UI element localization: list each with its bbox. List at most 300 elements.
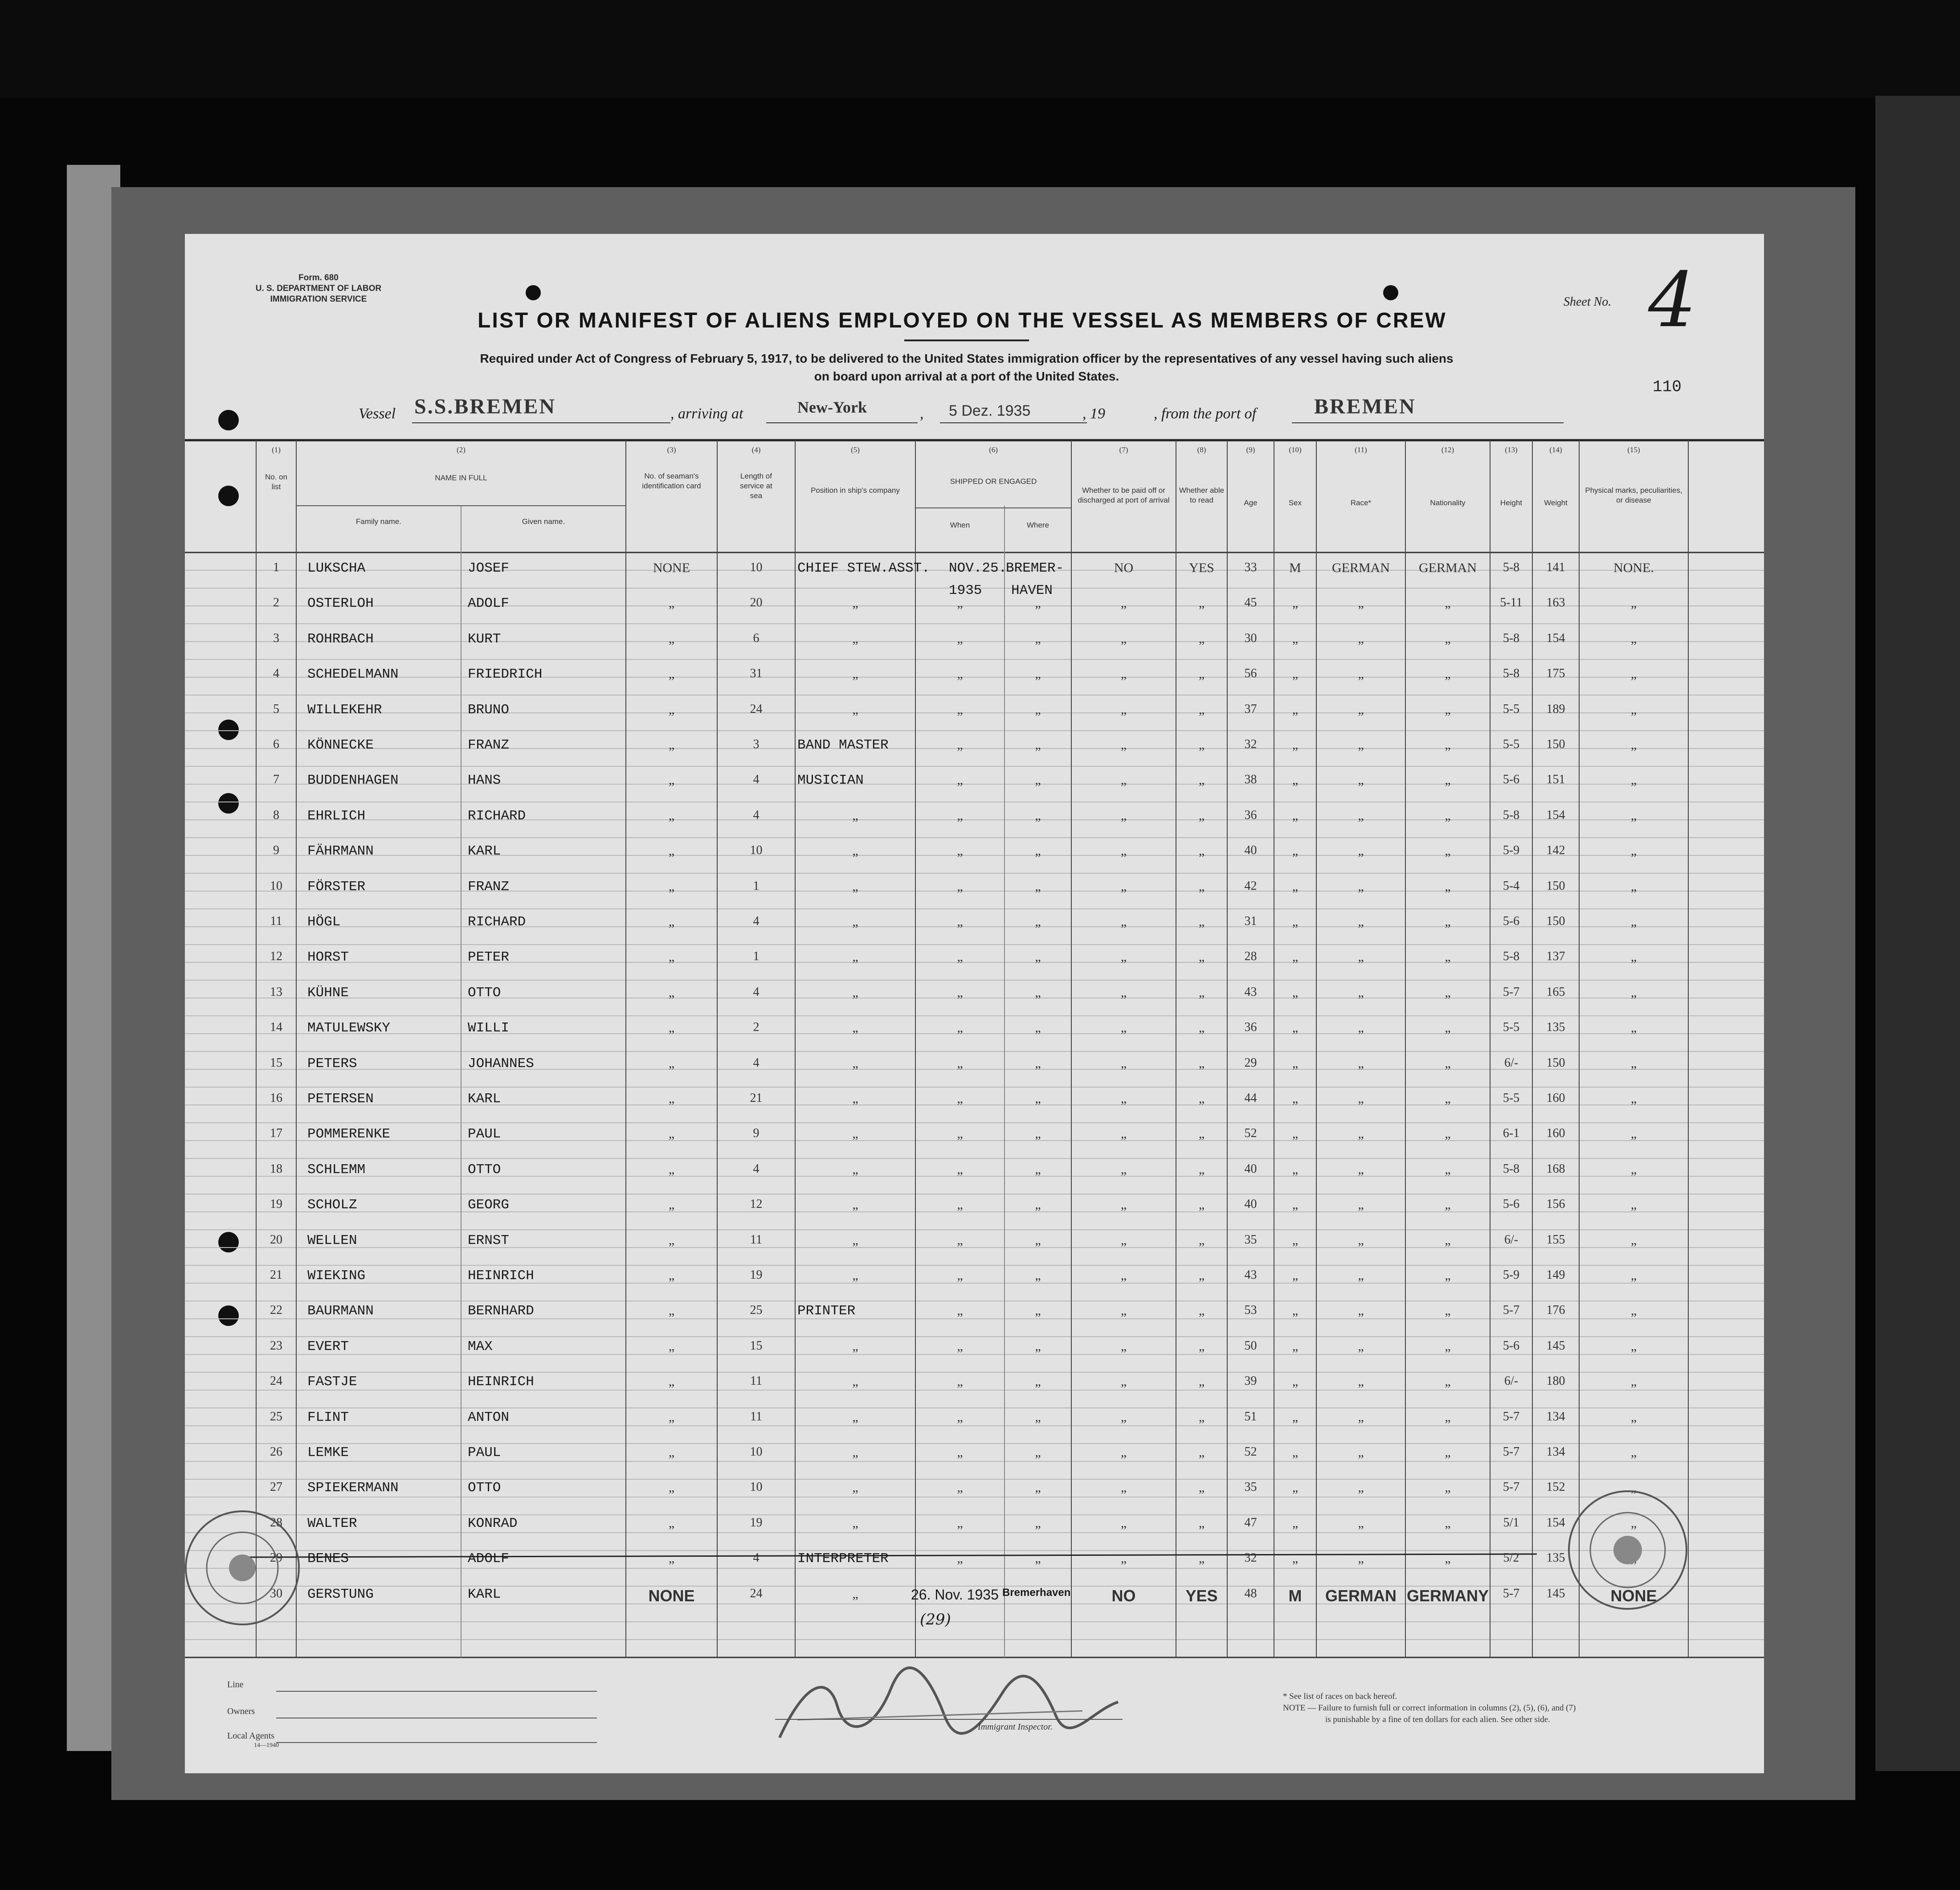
cell-position: „	[852, 1445, 858, 1460]
col-10-number: (10)	[1289, 446, 1302, 454]
cell-position: „	[852, 1374, 858, 1389]
cell-where: „	[1035, 1268, 1041, 1283]
cell-nationality: „	[1445, 667, 1451, 682]
cell-weight: 155	[1546, 1232, 1565, 1247]
page-number: 110	[1653, 378, 1682, 396]
cell-sex: „	[1292, 808, 1298, 823]
cell-no: 20	[270, 1232, 282, 1247]
cell-sex: M	[1288, 1586, 1302, 1605]
cell-where: „	[1035, 1338, 1041, 1354]
cell-nationality: „	[1445, 1445, 1451, 1460]
cell-when: „	[957, 1445, 963, 1460]
cell-race: „	[1358, 1162, 1364, 1177]
cell-family: OSTERLOH	[307, 596, 374, 612]
cell-family: HORST	[307, 949, 349, 965]
cell-read: „	[1198, 1055, 1205, 1071]
footnote	[1283, 1691, 1576, 1726]
cell-where: „	[1035, 737, 1041, 752]
cell-height: 6/-	[1504, 1055, 1519, 1070]
cell-family: WIEKING	[307, 1268, 366, 1284]
cell-sex: „	[1292, 1091, 1298, 1106]
cell-no: 6	[273, 737, 279, 751]
cell-card: „	[668, 1409, 675, 1424]
cell-family: BENES	[307, 1551, 349, 1567]
inspector-signature	[771, 1662, 1127, 1755]
cell-given: ERNST	[468, 1232, 510, 1248]
cell-height: 5-7	[1503, 1445, 1520, 1459]
cell-sex: „	[1292, 1515, 1298, 1530]
cell-marks: „	[1630, 1232, 1637, 1248]
cell-where: „	[1035, 949, 1041, 965]
cell-age: 52	[1244, 1126, 1257, 1141]
col-3-label: No. of seaman's identification card	[642, 472, 701, 490]
cell-card: „	[668, 667, 675, 682]
cell-where: „	[1035, 1162, 1041, 1177]
cell-nationality: „	[1445, 596, 1451, 611]
cell-sex: „	[1292, 1303, 1298, 1318]
cell-card: „	[668, 1551, 675, 1566]
cell-given: ADOLF	[468, 596, 510, 612]
cell-family: EHRLICH	[307, 808, 366, 824]
cell-when: „	[957, 773, 963, 788]
cell-where: „	[1035, 1197, 1041, 1212]
cell-card: „	[668, 808, 675, 823]
cell-read: „	[1198, 702, 1205, 717]
cell-race: „	[1358, 631, 1364, 646]
cell-race: „	[1358, 1232, 1364, 1248]
cell-given: PAUL	[468, 1126, 501, 1142]
cell-race: „	[1358, 1480, 1364, 1495]
cell-paid: „	[1120, 737, 1127, 752]
cell-sex: „	[1292, 1197, 1298, 1212]
cell-where: „	[1035, 1551, 1041, 1566]
cell-service: 21	[750, 1091, 763, 1105]
col-9-number: (9)	[1246, 446, 1255, 454]
cell-service: 3	[753, 737, 760, 751]
cell-when: „	[957, 1126, 963, 1141]
cell-race: „	[1358, 949, 1364, 965]
cell-height: 5-6	[1503, 1197, 1520, 1211]
col-13-number: (13)	[1505, 446, 1518, 454]
cell-sex: „	[1292, 1268, 1298, 1283]
cell-height: 5/1	[1503, 1515, 1519, 1530]
shipped-where-header: Where	[1026, 521, 1049, 529]
cell-sex: „	[1292, 843, 1298, 859]
cell-card: „	[668, 1126, 675, 1141]
cell-no: 15	[270, 1055, 282, 1070]
cell-sex: „	[1292, 985, 1298, 1000]
cell-height: 5-8	[1503, 560, 1520, 574]
cell-service: 24	[750, 1586, 763, 1600]
cell-position: CHIEF STEW.ASST.	[797, 560, 930, 576]
cell-where: „	[1035, 1374, 1041, 1389]
cell-paid: „	[1120, 1268, 1127, 1283]
cell-position: „	[852, 1480, 858, 1495]
cell-weight: 135	[1546, 1020, 1565, 1035]
cell-sex: „	[1292, 1055, 1298, 1071]
cell-read: „	[1198, 808, 1205, 823]
arriving-label: , arriving at	[670, 405, 743, 422]
cell-family: GERSTUNG	[307, 1586, 374, 1602]
cell-nationality: „	[1445, 1162, 1451, 1177]
cell-nationality: „	[1445, 1303, 1451, 1318]
cell-nationality: „	[1445, 702, 1451, 717]
cell-marks: NONE.	[1613, 560, 1654, 575]
cell-age: 43	[1244, 1268, 1257, 1282]
cell-given: HEINRICH	[468, 1374, 534, 1390]
cell-nationality: „	[1445, 631, 1451, 646]
cell-race: „	[1358, 985, 1364, 1000]
cell-race: „	[1358, 1020, 1364, 1035]
cell-when: „	[957, 1268, 963, 1283]
cell-where: BREMER-	[1006, 560, 1064, 576]
cell-weight: 154	[1546, 631, 1565, 645]
cell-family: SPIEKERMANN	[307, 1480, 399, 1496]
cell-when: „	[957, 808, 963, 823]
cell-no: 19	[270, 1197, 282, 1211]
cell-when: NOV.25.	[949, 560, 1007, 576]
cell-age: 35	[1244, 1232, 1257, 1247]
cell-where: „	[1035, 596, 1041, 611]
cell-nationality: „	[1445, 1055, 1451, 1071]
cell-family: KÖNNECKE	[307, 737, 374, 753]
cell-paid: „	[1120, 1480, 1127, 1495]
cell-weight: 149	[1546, 1268, 1565, 1282]
cell-age: 32	[1244, 737, 1257, 751]
cell-marks: „	[1630, 843, 1637, 859]
cell-no: 28	[270, 1515, 282, 1530]
footer-agents-field	[276, 1742, 597, 1743]
cell-service: 11	[750, 1374, 762, 1388]
cell-read: „	[1198, 596, 1205, 611]
cell-read: „	[1198, 1445, 1205, 1460]
col-11-number: (11)	[1355, 446, 1367, 454]
from-port-label: , from the port of	[1154, 405, 1257, 422]
cell-position: „	[852, 1409, 858, 1424]
cell-when: „	[957, 1374, 963, 1389]
cell-when: „	[957, 1303, 963, 1318]
cell-position: „	[852, 1268, 858, 1283]
cell-weight: 135	[1546, 1551, 1565, 1565]
cell-where: Bremerhaven	[1002, 1586, 1071, 1599]
cell-card: „	[668, 1055, 675, 1071]
cell-race: „	[1358, 1445, 1364, 1460]
cell-race: „	[1358, 702, 1364, 717]
cell-given: FRIEDRICH	[468, 667, 543, 683]
cell-no: 4	[273, 667, 279, 681]
cell-service: 11	[750, 1409, 762, 1424]
col-12-label: Nationality	[1430, 499, 1466, 507]
department-name: U. S. DEPARTMENT OF LABOR	[255, 284, 382, 293]
cell-nationality: „	[1445, 1091, 1451, 1106]
cell-where: „	[1035, 843, 1041, 859]
cell-marks: „	[1630, 1162, 1637, 1177]
cell-card: „	[668, 949, 675, 965]
cell-nationality: „	[1445, 1480, 1451, 1495]
cell-race: „	[1358, 1126, 1364, 1141]
cell-sex: „	[1292, 702, 1298, 717]
cell-nationality: „	[1445, 1409, 1451, 1424]
cell-weight: 154	[1546, 808, 1565, 822]
cell-marks: „	[1630, 773, 1637, 788]
cell-sex: „	[1292, 596, 1298, 611]
cell-race: „	[1358, 1409, 1364, 1424]
cell-height: 5-9	[1503, 1268, 1520, 1282]
row-30-note: (29)	[920, 1611, 951, 1628]
cell-given: JOSEF	[468, 560, 510, 576]
cell-race: „	[1358, 1303, 1364, 1318]
cell-weight: 154	[1546, 1515, 1565, 1530]
inspector-label: Immigrant Inspector.	[978, 1722, 1053, 1732]
cell-age: 29	[1244, 1055, 1257, 1070]
cell-age: 52	[1244, 1445, 1257, 1459]
cell-card: „	[668, 879, 675, 894]
cell-position: „	[852, 702, 858, 717]
cell-nationality: „	[1445, 773, 1451, 788]
cell-position: „	[852, 1162, 858, 1177]
cell-position: „	[852, 949, 858, 965]
cell-where: „	[1035, 808, 1041, 823]
col-10-label: Sex	[1288, 499, 1302, 507]
cell-family: BUDDENHAGEN	[307, 773, 399, 789]
cell-read: YES	[1185, 1586, 1218, 1605]
cell-given: ANTON	[468, 1409, 510, 1425]
cell-race: „	[1358, 1197, 1364, 1212]
cell-position: MUSICIAN	[797, 773, 864, 789]
cell-paid: „	[1120, 1197, 1127, 1212]
cell-when: „	[957, 1091, 963, 1106]
cell-family: PETERSEN	[307, 1091, 374, 1107]
cell-marks: „	[1630, 1409, 1637, 1424]
cell-where: „	[1035, 1055, 1041, 1071]
cell-card: „	[668, 1338, 675, 1354]
cell-weight: 151	[1546, 773, 1565, 787]
cell-family: FÄHRMANN	[307, 843, 374, 859]
cell-given: RICHARD	[468, 808, 526, 824]
cell-paid: „	[1120, 1126, 1127, 1141]
cell-card: „	[668, 1374, 675, 1389]
cell-position: INTERPRETER	[797, 1551, 889, 1567]
cell-nationality: „	[1445, 1020, 1451, 1035]
cell-given: BERNHARD	[468, 1303, 534, 1319]
cell-read: „	[1198, 985, 1205, 1000]
cell-when: „	[957, 1162, 963, 1177]
cell-given: KARL	[468, 1091, 501, 1107]
cell-read: „	[1198, 1338, 1205, 1354]
seal-right-emblem	[1570, 1492, 1686, 1608]
cell-service: 2	[753, 1020, 760, 1035]
cell-paid: „	[1120, 631, 1127, 646]
cell-height: 5-5	[1503, 702, 1520, 716]
cell-no: 1	[273, 560, 279, 574]
col-8-label: Whether able to read	[1179, 486, 1225, 504]
cell-marks: „	[1630, 1126, 1637, 1141]
cell-height: 5-5	[1503, 1020, 1520, 1035]
cell-when: „	[957, 1551, 963, 1566]
cell-read: „	[1198, 1268, 1205, 1283]
cell-family: PETERS	[307, 1055, 357, 1072]
cell-paid: „	[1120, 1020, 1127, 1035]
footer-agents-code: 14—1940	[254, 1742, 279, 1749]
cell-no: 21	[270, 1268, 282, 1282]
cell-no: 16	[270, 1091, 282, 1105]
col-7-number: (7)	[1119, 446, 1128, 454]
cell-service: 4	[753, 985, 760, 999]
col-13-label: Height	[1500, 499, 1523, 507]
cell-height: 6/-	[1504, 1374, 1519, 1388]
cell-nationality: „	[1445, 1374, 1451, 1389]
cell-family: LEMKE	[307, 1445, 349, 1460]
cell-family: MATULEWSKY	[307, 1020, 391, 1036]
cell-given: MAX	[468, 1338, 493, 1354]
cell-read: „	[1198, 1091, 1205, 1106]
cell-given: OTTO	[468, 985, 501, 1001]
cell-family: EVERT	[307, 1338, 349, 1354]
col-6-label: SHIPPED OR ENGAGED	[950, 477, 1037, 486]
cell-card: „	[668, 596, 675, 611]
cell-position: „	[852, 843, 858, 859]
cell-service: 24	[750, 702, 763, 716]
cell-paid: „	[1120, 949, 1127, 965]
cell-race: „	[1358, 1338, 1364, 1354]
col-6-number: (6)	[989, 446, 998, 454]
cell-race: „	[1358, 914, 1364, 929]
cell-height: 5-7	[1503, 1480, 1520, 1494]
cell-given: WILLI	[468, 1020, 510, 1036]
cell-no: 29	[270, 1551, 282, 1565]
cell-card: „	[668, 1268, 675, 1283]
cell-family: POMMERENKE	[307, 1126, 391, 1142]
cell-position: „	[852, 667, 858, 682]
footer-agents-label: Local Agents	[227, 1731, 275, 1741]
cell-when: „	[957, 1480, 963, 1495]
footer-owners-label: Owners	[227, 1706, 255, 1716]
cell-service: 19	[750, 1515, 763, 1530]
cell-marks: „	[1630, 1374, 1637, 1389]
cell-marks: „	[1630, 702, 1637, 717]
cell-marks: „	[1630, 985, 1637, 1000]
col-3-number: (3)	[667, 446, 676, 454]
cell-service: 4	[753, 1162, 760, 1176]
cell-height: 5-7	[1503, 1409, 1520, 1424]
cell-no: 22	[270, 1303, 282, 1317]
cell-given: PAUL	[468, 1445, 501, 1460]
cell-no: 17	[270, 1126, 282, 1141]
cell-service: 19	[750, 1268, 763, 1282]
cell-nationality: „	[1445, 808, 1451, 823]
cell-age: 37	[1244, 702, 1257, 716]
cell-paid: „	[1120, 596, 1127, 611]
cell-no: 23	[270, 1338, 282, 1353]
cell-when: „	[957, 1232, 963, 1248]
footnote-penalty-2: is punishable by a fine of ten dollars for each alien. See other side.	[1325, 1715, 1550, 1724]
cell-weight: 160	[1546, 1126, 1565, 1141]
cell-where: „	[1035, 1480, 1041, 1495]
cell-no: 7	[273, 773, 279, 787]
cell-family: WALTER	[307, 1515, 357, 1531]
cell-age: 53	[1244, 1303, 1257, 1317]
cell-weight: 176	[1546, 1303, 1565, 1317]
cell-weight: 137	[1546, 949, 1565, 964]
cell-position: „	[852, 1055, 858, 1071]
cell-age: 45	[1244, 596, 1257, 610]
cell-service: 20	[750, 596, 763, 610]
cell-height: 5-4	[1503, 879, 1520, 893]
cell-height: 5-11	[1500, 596, 1523, 610]
cell-when: „	[957, 1197, 963, 1212]
cell-when: „	[957, 702, 963, 717]
cell-card: NONE	[648, 1586, 695, 1605]
cell-read: „	[1198, 737, 1205, 752]
cell-marks: „	[1630, 1445, 1637, 1460]
cell-family: WILLEKEHR	[307, 702, 382, 718]
cell-family: KÜHNE	[307, 985, 349, 1001]
cell-given: JOHANNES	[468, 1055, 534, 1072]
arrival-port: New-York	[797, 398, 867, 416]
cell-sex: „	[1292, 1480, 1298, 1495]
cell-card: „	[668, 1232, 675, 1248]
col-14-label: Weight	[1544, 499, 1568, 507]
cell-nationality: „	[1445, 843, 1451, 859]
footnote-penalty-1: NOTE — Failure to furnish full or correct information in columns (2), (5), (6), and (7)	[1283, 1703, 1576, 1713]
cell-no: 27	[270, 1480, 282, 1494]
cell-sex: „	[1292, 1374, 1298, 1389]
cell-no: 24	[270, 1374, 282, 1388]
cell-read: „	[1198, 879, 1205, 894]
cell-marks: „	[1630, 1197, 1637, 1212]
cell-where: „	[1035, 631, 1041, 646]
cell-position: „	[852, 1338, 858, 1354]
cell-read: „	[1198, 667, 1205, 682]
cell-no: 8	[273, 808, 279, 822]
cell-paid: „	[1120, 1551, 1127, 1566]
cell-height: 5/2	[1503, 1551, 1519, 1565]
cell-nationality: „	[1445, 737, 1451, 752]
cell-position: „	[852, 631, 858, 646]
cell-age: 31	[1244, 914, 1257, 928]
cell-no: 30	[270, 1586, 282, 1600]
cell-position: „	[852, 1586, 858, 1601]
cell-no: 26	[270, 1445, 282, 1459]
col-7-label: Whether to be paid off or discharged at port of arrival	[1078, 486, 1170, 504]
cell-marks: „	[1630, 596, 1637, 611]
cell-card: „	[668, 737, 675, 752]
cell-weight: 156	[1546, 1197, 1565, 1211]
cell-paid: „	[1120, 702, 1127, 717]
cell-marks: „	[1630, 1303, 1637, 1318]
cell-paid: „	[1120, 914, 1127, 929]
cell-age: 40	[1244, 843, 1257, 858]
cell-given: GEORG	[468, 1197, 510, 1213]
cell-paid: „	[1120, 985, 1127, 1000]
cell-family: SCHLEMM	[307, 1162, 366, 1178]
cell-card: „	[668, 702, 675, 717]
col-11-label: Race*	[1350, 499, 1372, 507]
col-12-number: (12)	[1441, 446, 1454, 454]
cell-position: PRINTER	[797, 1303, 856, 1319]
cell-card: „	[668, 1091, 675, 1106]
cell-sex: „	[1292, 1338, 1298, 1354]
cell-family: BAURMANN	[307, 1303, 374, 1319]
cell-age: 40	[1244, 1197, 1257, 1211]
cell-when: „	[957, 1409, 963, 1424]
from-port: BREMEN	[1314, 395, 1416, 418]
vessel-label: Vessel	[359, 405, 396, 422]
cell-given: BRUNO	[468, 702, 510, 718]
cell-read: „	[1198, 1374, 1205, 1389]
row-1-shipped-port-continuation: HAVEN	[1011, 583, 1053, 598]
col-14-number: (14)	[1549, 446, 1562, 454]
